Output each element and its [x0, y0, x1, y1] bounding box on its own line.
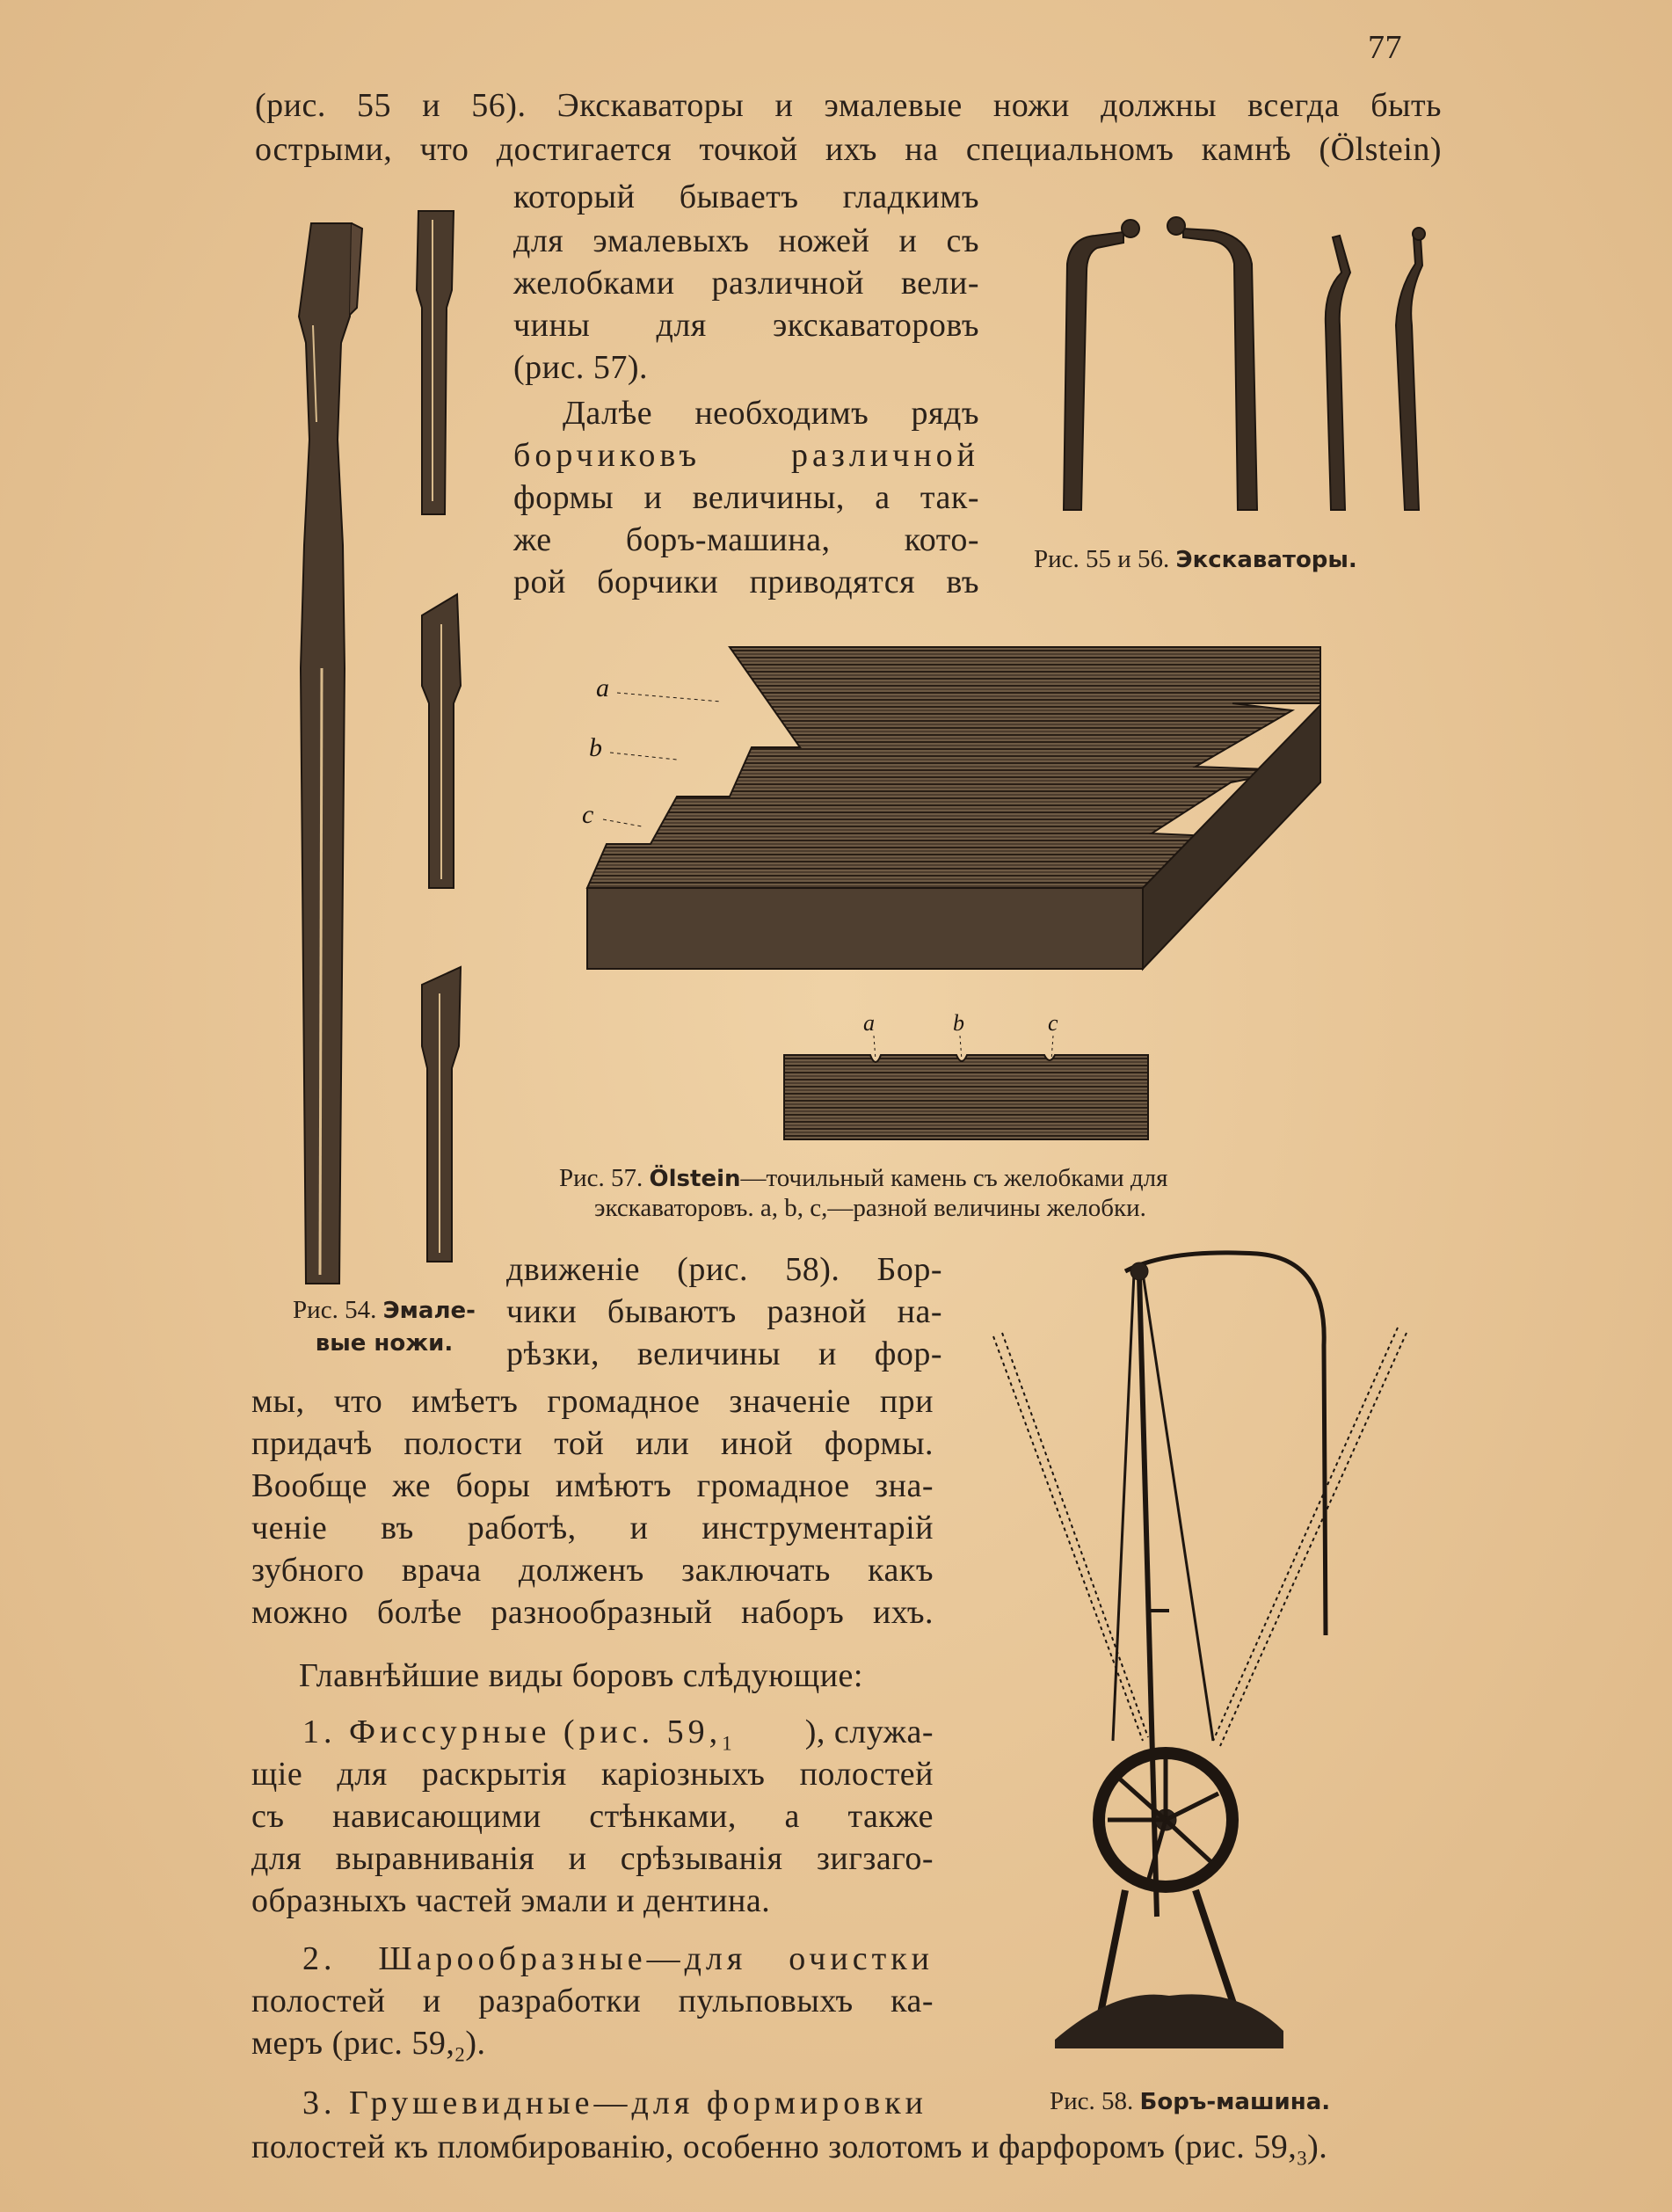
caption-title: Ölstein [649, 1166, 741, 1192]
caption-prefix: Рис. 57. [559, 1164, 643, 1192]
paragraph-line: Далѣе необходимъ рядъ [563, 395, 979, 432]
figure-subscript: 1 [722, 1732, 733, 1755]
paragraph-line: движенiе (рис. 58). Бор- [506, 1251, 942, 1288]
paragraph-line: (рис. 55 и 56). Экскаваторы и эмалевые ножи должны всегда быть [255, 87, 1442, 124]
paragraph-line: чины для экскаваторовъ [513, 307, 979, 344]
paragraph-line: чики бываютъ разной на- [506, 1293, 942, 1330]
paragraph-line: полостей и разработки пульповыхъ ка- [251, 1983, 934, 2019]
caption-prefix: Рис. 58. [1050, 2087, 1134, 2115]
paragraph-line: придачѣ полости той или иной формы. [251, 1425, 934, 1462]
list-item: 2. Шарообразные—для очистки [302, 1940, 934, 1977]
list-intro: Главнѣйшие виды боровъ слѣдующие: [299, 1657, 863, 1694]
section-label-a: a [863, 1010, 875, 1036]
paragraph-line: Вообще же боры имѣютъ громадное зна- [251, 1467, 934, 1504]
figure-caption [1050, 2085, 1330, 2118]
section-label-b: b [953, 1010, 964, 1036]
figure-subscript: 2 [454, 2043, 466, 2066]
paragraph-line: можно болѣе разнообразный наборъ ихъ. [251, 1594, 934, 1631]
paragraph-line: щiе для раскрытiя карiозныхъ полостей [251, 1756, 934, 1793]
enamel-knives-figure [281, 211, 492, 1284]
oilstone-figure [580, 642, 1336, 1152]
caption-title: вые ножи. [315, 1330, 454, 1357]
list-item-text: полостей къ пломбированiю, особенно золотомъ и фарфоромъ (рис. 59, [251, 2128, 1298, 2165]
caption-prefix: Рис. 55 и 56. [1034, 545, 1170, 573]
paragraph-line: для эмалевыхъ ножей и съ [513, 222, 979, 259]
paragraph-line [251, 2022, 485, 2064]
list-item-text: меръ (рис. 59, [251, 2025, 455, 2062]
paragraph-line [251, 2126, 1327, 2168]
paragraph-line: острыми, что достигается точкой ихъ на специальномъ камнѣ (Ölstein) [255, 131, 1442, 168]
list-item: 3. Грушевидные—для формировки [302, 2085, 927, 2121]
paragraph-line: съ нависающими стѣнками, а также [251, 1798, 934, 1835]
caption-title: Экскаваторы. [1175, 547, 1357, 573]
figure-caption: экскаваторовъ. a, b, c,—разной величины желобки. [594, 1194, 1146, 1222]
paragraph-line: рѣзки, величины и фор- [506, 1335, 942, 1372]
list-item [302, 1711, 934, 1753]
figure-caption [274, 1294, 494, 1359]
figure-caption [559, 1162, 1167, 1195]
paragraph-line: (рис. 57). [513, 349, 649, 386]
paragraph-line: формы и величины, а так- [513, 479, 979, 516]
paragraph-line: желобками различной вели- [513, 265, 979, 302]
page-number: 77 [1368, 29, 1402, 66]
paragraph-line: образныхъ частей эмали и дентина. [251, 1882, 771, 1919]
dental-engine-figure [993, 1248, 1433, 2066]
excavators-figure [1051, 211, 1429, 519]
list-item-text: 1. Фиссурные (рис. 59, [302, 1714, 723, 1750]
paragraph-line: для выравниванiя и срѣзыванiя зигзаго- [251, 1840, 934, 1877]
list-item-text: ). [1307, 2128, 1328, 2165]
caption-prefix: Рис. 54. [293, 1296, 377, 1324]
label-c: c [582, 800, 594, 829]
paragraph-line: рой борчики приводятся въ [513, 564, 979, 600]
paragraph-line: который бываетъ гладкимъ [513, 178, 979, 215]
caption-title: Боръ-машина. [1139, 2089, 1331, 2115]
caption-text: —точильный камень съ желобками для [740, 1164, 1168, 1192]
figure-caption [1034, 543, 1357, 576]
label-a: a [596, 673, 609, 702]
paragraph-line: же боръ-машина, кото- [513, 521, 979, 558]
section-label-c: c [1048, 1010, 1058, 1036]
list-item-text: ), служа- [804, 1714, 934, 1750]
paragraph-line: зубного врача долженъ заключать какъ [251, 1552, 934, 1589]
list-item-text: ). [465, 2025, 486, 2062]
label-b: b [589, 733, 602, 762]
paragraph-line: мы, что имѣетъ громадное значенiе при [251, 1383, 934, 1420]
caption-title: Эмале- [382, 1298, 476, 1324]
paragraph-line: ченiе въ работѣ, и инструментарiй [251, 1510, 934, 1546]
paragraph-line: борчиковъ различной [513, 437, 979, 474]
figure-subscript: 3 [1297, 2147, 1308, 2170]
